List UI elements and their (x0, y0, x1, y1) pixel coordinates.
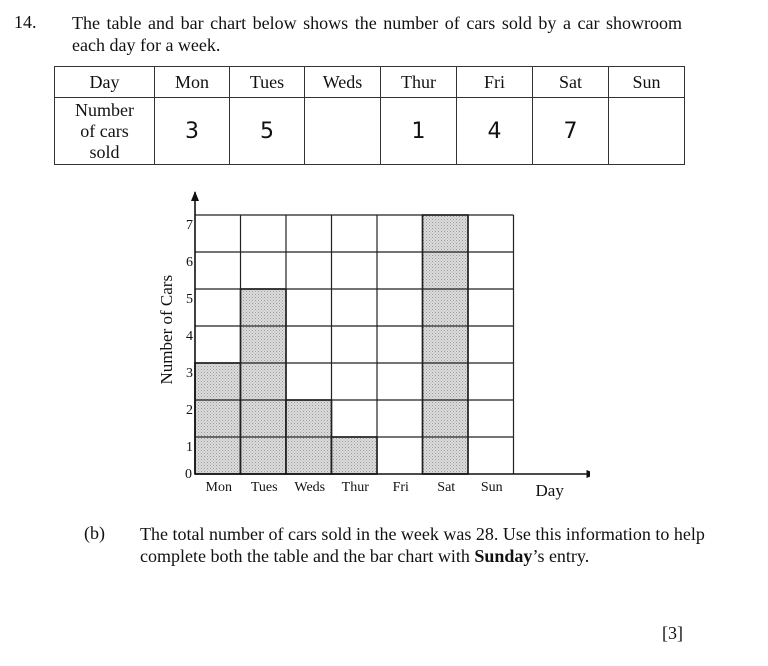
x-tick-label-sun: Sun (480, 480, 503, 495)
row-label-cell (55, 98, 155, 165)
day-cell-sun: Sun (609, 67, 685, 98)
y-tick-label: 6 (186, 255, 193, 270)
bar-tues (241, 289, 287, 474)
day-cell-thur: Thur (381, 67, 457, 98)
y-tick-label: 1 (186, 440, 193, 455)
x-tick-label-fri: Fri (392, 480, 409, 495)
day-cell-mon: Mon (155, 67, 230, 98)
value-cell-sun[interactable] (609, 98, 685, 165)
y-tick-label: 2 (186, 403, 193, 418)
x-tick-label-tues: Tues (250, 480, 278, 495)
value-cell-tues[interactable]: 5 (230, 98, 305, 165)
x-axis-label: Day (535, 481, 564, 500)
x-tick-label-mon: Mon (205, 480, 232, 495)
row-label-line: Number (75, 99, 134, 120)
day-cell-tues: Tues (230, 67, 305, 98)
value-cell-fri[interactable]: 4 (457, 98, 533, 165)
row-label-line: sold (89, 141, 120, 162)
y-tick-label: 5 (186, 292, 193, 307)
bar-thur (332, 437, 378, 474)
part-b-text-end: ’s entry. (532, 546, 590, 566)
value-cell-mon[interactable]: 3 (155, 98, 230, 165)
marks-label: [3] (662, 623, 683, 643)
bar-chart[interactable] (150, 186, 590, 506)
x-tick-label-thur: Thur (341, 480, 369, 495)
bar-mon (195, 363, 241, 474)
value-cell-sat[interactable]: 7 (533, 98, 609, 165)
y-tick-label: 3 (186, 366, 193, 381)
cars-sold-table (54, 66, 685, 165)
part-b-text-start: The total number of cars sold in the week was 28. Use this information to help complete both the table and the bar chart with (140, 524, 705, 566)
question-number: 14. (14, 12, 37, 32)
part-b-text (140, 523, 720, 567)
x-tick-label-sat: Sat (437, 480, 456, 495)
y-tick-label: 0 (185, 467, 192, 482)
day-cell-fri: Fri (457, 67, 533, 98)
y-axis-label: Number of Cars (157, 274, 176, 385)
part-b-label: (b) (84, 523, 105, 543)
bar-sat (423, 215, 469, 474)
y-tick-label: 7 (186, 218, 193, 233)
table-values-row (55, 98, 685, 165)
value-cell-thur[interactable]: 1 (381, 98, 457, 165)
x-tick-label-weds: Weds (294, 480, 326, 495)
value-cell-weds[interactable] (305, 98, 381, 165)
question-text: The table and bar chart below shows the number of cars sold by a car showroom each day for a week. (72, 13, 682, 55)
day-cell-sat: Sat (533, 67, 609, 98)
table-header-row (55, 67, 685, 98)
y-tick-label: 4 (186, 329, 193, 344)
day-header-cell: Day (55, 67, 155, 98)
part-b-sunday-bold: Sunday (474, 546, 533, 566)
day-cell-weds: Weds (305, 67, 381, 98)
row-label-line: of cars (80, 120, 129, 141)
